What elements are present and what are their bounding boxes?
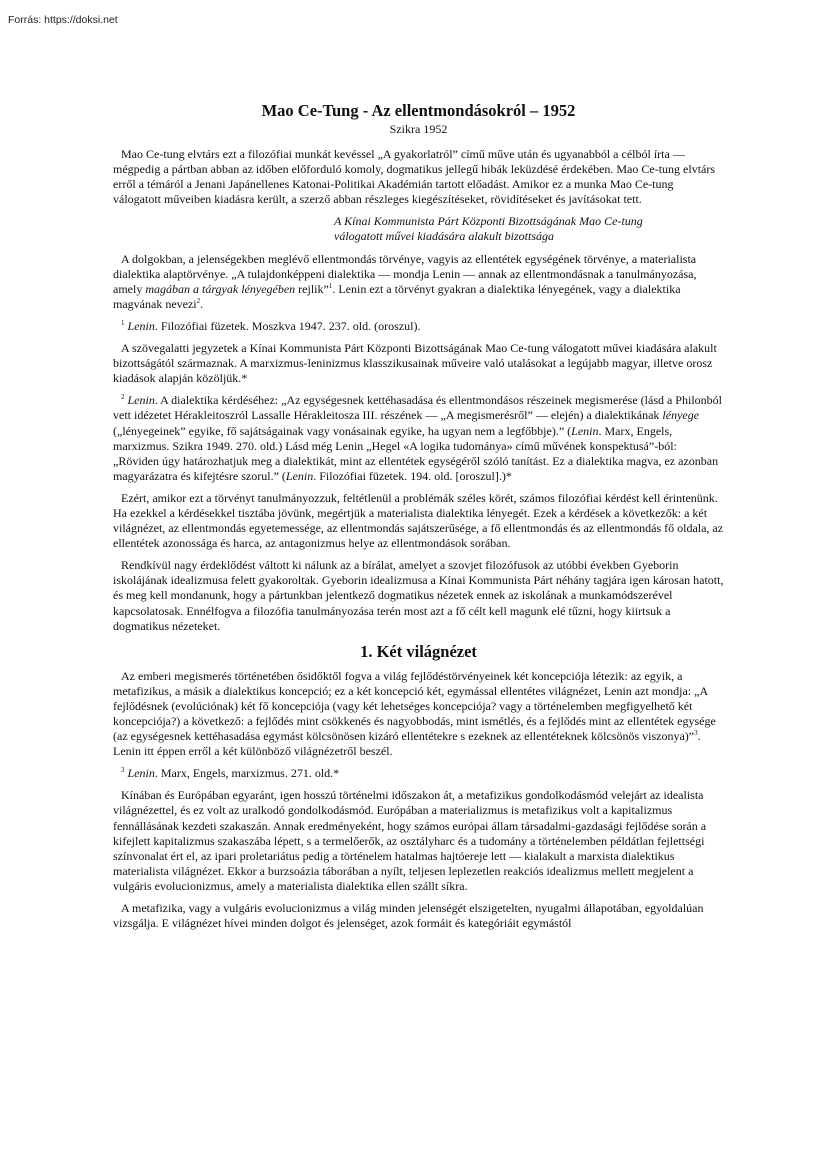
footnote-2 (113, 393, 724, 484)
italic-text: lényege (662, 408, 700, 423)
author-name: Lenin (127, 318, 155, 333)
text-run: („lényegeinek” egyike, fő sajátságainak vagy vonásainak egyike, ha ugyan nem a legfőbbje).” ( (113, 423, 572, 438)
footnote-ref: 2 (196, 296, 201, 305)
footnote-number: 1 (121, 318, 125, 327)
author-name: Lenin (285, 468, 314, 483)
text-run: . Lenin itt éppen erről a két különböző világnézetről beszél. (113, 729, 701, 759)
author-name: Lenin (127, 766, 155, 781)
text-run: . Filozófiai füzetek. 194. old. [oroszul].)* (313, 468, 512, 483)
body-paragraph: Rendkívül nagy érdeklődést váltott ki nálunk az a bírálat, amelyet a szovjet filozófusok az utóbbi években Gyeborin iskolájának idealizmusa felett gyakoroltak. Gyeborin idealizmusa a Kínai Kommunista Párt néhány tagjára igen károsan hatott, és meg kell mondanunk, hogy a pártunkban jelentkező dogmatikus nézetek ennek az iskolának a munkamódszerével kapcsolatosak. Ennélfogva a filozófia tanulmányozása terén most azt a fő célt kell magunk elé tűzni, hogy kiirtsuk a dogmatikus nézeteket. (113, 558, 724, 633)
text-run: . Marx, Engels, marxizmus. Szikra 1949. 270. old.) Lásd még Lenin „Hegel «A logika tudománya» című művének konspektusá”-ból: „Röviden úgy határozhatjuk meg a dialektikát, mint az ellentétek egységéről szóló tanítást. Ez a dialektika magva, ez azonban magyarázatra és kifejtésre szorul.” ( (113, 423, 719, 483)
footnote-3 (113, 766, 724, 781)
italic-text: magában a tárgyak lényegében (145, 281, 296, 296)
signature-line: A Kínai Kommunista Párt Központi Bizottságának Mao Ce-tung (334, 214, 643, 229)
footnote-ref: 1 (328, 281, 333, 290)
body-paragraph: Ezért, amikor ezt a törvényt tanulmányozzuk, feltétlenül a problémák széles körét, számos filozófiai kérdést kell érintenünk. Ha ezekkel a kérdésekkel tisztába jövünk, megértjük a materialista dialektika lényegét. Ezek a kérdések a következők: a két világnézet, az ellentmondás egyetemessége, az ellentmondás sajátszerűsége, a fő ellentmondás és az ellentmondás fő oldala, az ellentétek azonossága és harca, az antagonizmus helye az ellentmondások sorában. (113, 490, 724, 551)
section-heading: 1. Két világnézet (360, 641, 477, 661)
author-name: Lenin (127, 393, 155, 408)
body-paragraph: Kínában és Európában egyaránt, igen hosszú történelmi időszakon át, a metafizikus gondolkodásmód velejárt az idealista világnézettel, és ez volt az uralkodó gondolkodásmód. Európában a materializmus is metafizikus volt a kapitalizmus fennállásának kezdeti szakaszán. Annak eredményeként, hogy számos európai állam társadalmi-gazdasági fejlődése során a kifejlett kapitalizmus szakaszába lépett, s a termelőerők, az osztályharc és a tudomány a történelemben példátlan fejlettségi színvonalat ért el, az ipari proletariátus pedig a történelem hatalmas hajtóereje lett — kialakult a marxista dialektikus materialista világnézet. Ekkor a burzsoázia táborában a nyílt, teljesen leplezetlen reakciós idealizmus mellett megjelent a vulgáris evolucionizmus, amely a materialista dialektika ellen szállt síkra. (113, 788, 707, 893)
body-paragraph (113, 252, 724, 312)
editor-note-paragraph: A szövegalatti jegyzetek a Kínai Kommunista Párt Központi Bizottságának Mao Ce-tung válogatott művei kiadására alakult bizottságától származnak. A marxizmus-leninizmus klasszikusainak műveire való utalásokat a legújabb magyar, illetve orosz kiadások alapján közöljük.* (113, 341, 717, 386)
signature-line: válogatott művei kiadására alakult bizottsága (334, 229, 554, 244)
footnote-1 (113, 319, 724, 334)
body-paragraph: A metafizika, vagy a vulgáris evolucionizmus a világ minden jelenségét elszigetelten, nyugalmi állapotában, egyoldalúan vizsgálja. E világnézet hívei minden dolgot és jelenséget, azok formáit és kategóriáit egymástól (113, 901, 704, 931)
text-run: . (200, 296, 204, 311)
text-run: rejlik” (295, 281, 329, 296)
footnote-ref: 3 (694, 729, 698, 738)
text-run: . Filozófiai füzetek. Moszkva 1947. 237. old. (oroszul). (154, 318, 421, 333)
text-run: . Lenin ezt a törvényt gyakran a dialektika lényegének, vagy a dialektika magvának nevezi (113, 281, 681, 311)
footnote-number: 3 (121, 766, 125, 775)
body-paragraph (113, 669, 724, 760)
document-title: Mao Ce-Tung - Az ellentmondásokról – 1952 (261, 101, 576, 120)
author-name: Lenin (571, 423, 599, 438)
intro-paragraph: Mao Ce-tung elvtárs ezt a filozófiai munkát kevéssel „A gyakorlatról” című műve után és ugyanabból a célból írta — mégpedig a pártban abban az időben előforduló komoly, dogmatikus jellegű hibák leküzdésé érdekében. Mao Ce-tung elvtárs erről a témáról a Jenani Japánellenes Katonai-Politikai Akadémián tartott előadást. Amikor ez a munka Mao Ce-tung válogatott műveiben kiadásra került, a szerző abban részleges kiegészítéseket, rövidítéseket és javításokat tett. (113, 147, 716, 207)
text-run: . Marx, Engels, marxizmus. 271. old.* (154, 766, 340, 781)
source-label: Forrás: https://doksi.net (8, 14, 118, 26)
document-subtitle: Szikra 1952 (389, 122, 448, 136)
text-run: Az emberi megismerés történetében ősidőktől fogva a világ fejlődéstörvényeinek két koncepciója létezik: az egyik, a metafizikus, a másik a dialektikus koncepció; ez a két koncepció két, egymással ellentétes világnézet, Lenin azt mondja: „A fejlődésnek (evolúciónak) két fő koncepciója (vagy két lehetséges koncepciója? vagy a történelemben megfigyelhető két koncepciója?) a következő: a fejlődés mint csökkenés és nagyobbodás, mint ismétlés, és a fejlődés mint az ellentétek egysége (az egységesnek kettéhasadása egymást kölcsönösen kizáró ellentétekre s ezeknek az ellentéteknek kölcsönös viszonya)” (113, 668, 716, 744)
text-run: A dolgokban, a jelenségekben meglévő ellentmondás törvénye, vagyis az ellentétek egységének törvénye, a materialista dialektika alaptörvénye. „A tulajdonképpeni dialektika — mondja Lenin — annak az ellentmondásnak a tanulmányozása, amely (113, 251, 697, 296)
editorial-signature (334, 214, 724, 244)
document-body (113, 147, 724, 938)
footnote-number: 2 (121, 393, 125, 402)
text-run: . A dialektika kérdéséhez: „Az egységesnek kettéhasadása és ellentmondásos részeinek megismerése (lásd a Philonból vett idézetet Hérakleitoszról Lassalle Hérakleitosza III. részének — „A megismerésről” — elején) a dialektikának (113, 393, 722, 423)
